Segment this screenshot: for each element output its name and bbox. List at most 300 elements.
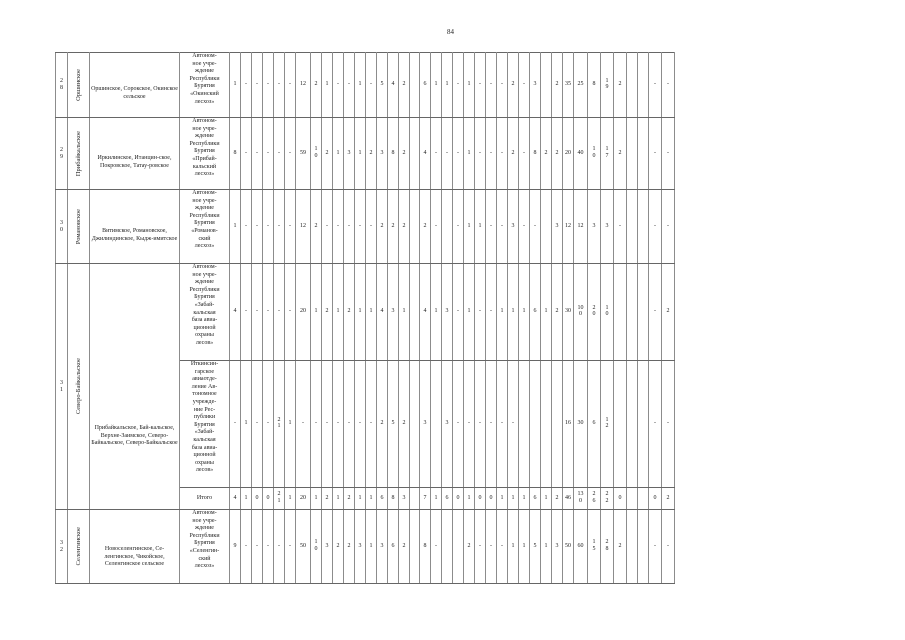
- value-cell: [530, 118, 541, 190]
- value-text: -: [654, 222, 656, 229]
- value-cell: [601, 488, 614, 510]
- value-cell: [333, 264, 344, 361]
- value-text: -: [267, 542, 269, 549]
- value-cell: [296, 118, 311, 190]
- value-cell: [355, 53, 366, 118]
- value-cell: [662, 53, 675, 118]
- value-cell: [285, 361, 296, 488]
- value-cell: [355, 264, 366, 361]
- value-text: 6: [533, 308, 537, 315]
- value-text: -: [302, 420, 304, 427]
- value-text: 1 7: [605, 146, 609, 159]
- value-text: 2: [666, 494, 670, 501]
- value-text: 8: [423, 542, 427, 549]
- value-text: 1: [358, 494, 362, 501]
- value-cell: [230, 264, 241, 361]
- value-cell: [252, 488, 263, 510]
- value-text: 1 0: [592, 146, 596, 159]
- value-text: 10 0: [577, 304, 584, 318]
- value-text: 3: [358, 542, 362, 549]
- value-text: 12: [565, 222, 571, 229]
- value-text: 6: [380, 494, 384, 501]
- value-cell: [333, 488, 344, 510]
- value-text: 2: [402, 81, 406, 88]
- value-text: -: [501, 81, 503, 88]
- value-text: 2: [402, 222, 406, 229]
- value-cell: [366, 53, 377, 118]
- value-cell: [285, 53, 296, 118]
- page-number: 84: [447, 28, 454, 36]
- value-cell: [388, 53, 399, 118]
- value-text: 1: [511, 542, 515, 549]
- value-cell: [344, 488, 355, 510]
- value-text: -: [523, 149, 525, 156]
- value-text: -: [278, 81, 280, 88]
- value-cell: [662, 510, 675, 584]
- value-text: 2: [555, 149, 559, 156]
- value-cell: [420, 264, 431, 361]
- value-text: 8: [233, 149, 237, 156]
- forestry-name: Прибайкальское: [74, 130, 82, 177]
- value-cell: [486, 488, 497, 510]
- value-text: 6: [592, 420, 596, 427]
- value-text: 30: [565, 308, 571, 315]
- value-cell: [388, 118, 399, 190]
- value-cell: [399, 361, 410, 488]
- value-text: 1: [369, 494, 373, 501]
- value-cell: [530, 264, 541, 361]
- value-text: 7: [423, 494, 427, 501]
- value-cell: [344, 361, 355, 488]
- value-cell: [497, 190, 508, 264]
- value-text: -: [457, 308, 459, 315]
- value-text: 1: [478, 222, 482, 229]
- value-text: -: [479, 420, 481, 427]
- value-cell: [541, 264, 552, 361]
- value-cell: [649, 488, 662, 510]
- value-cell: [486, 190, 497, 264]
- value-cell: [464, 488, 475, 510]
- value-cell: [442, 361, 453, 488]
- value-text: -: [267, 81, 269, 88]
- value-cell: [322, 53, 333, 118]
- value-cell: [366, 510, 377, 584]
- value-cell: [530, 53, 541, 118]
- value-text: -: [490, 420, 492, 427]
- forestry-name: Северо-Байкальское: [74, 358, 82, 415]
- value-cell: [355, 118, 366, 190]
- organization-cell: Автоном- ное учре- ждение Республики Бурятия «Прибай- кальский лесхоз»: [180, 118, 230, 190]
- value-cell: [241, 361, 252, 488]
- value-text: -: [315, 420, 317, 427]
- value-cell: [296, 510, 311, 584]
- row-number-cell: 2 8: [56, 53, 68, 118]
- value-cell: [442, 264, 453, 361]
- value-text: 1: [358, 81, 362, 88]
- value-text: -: [468, 420, 470, 427]
- value-text: -: [667, 149, 669, 156]
- total-label: Итого: [180, 488, 230, 510]
- value-text: 1: [369, 542, 373, 549]
- value-text: 6: [445, 494, 449, 501]
- value-text: -: [326, 222, 328, 229]
- value-text: 1: [314, 494, 318, 501]
- value-text: 1: [288, 494, 292, 501]
- value-text: 2: [391, 222, 395, 229]
- value-text: 3: [533, 81, 537, 88]
- value-cell: [252, 190, 263, 264]
- value-cell: [552, 510, 563, 584]
- value-cell: [420, 53, 431, 118]
- value-cell: [614, 53, 627, 118]
- table-row: [56, 510, 675, 584]
- value-cell: [333, 190, 344, 264]
- value-cell: [638, 264, 649, 361]
- value-text: 3: [380, 149, 384, 156]
- value-text: -: [523, 222, 525, 229]
- value-text: -: [667, 420, 669, 427]
- forestry-cell: [68, 190, 90, 264]
- value-cell: [285, 190, 296, 264]
- value-cell: [377, 53, 388, 118]
- value-cell: [442, 190, 453, 264]
- value-text: -: [501, 542, 503, 549]
- value-cell: [431, 510, 442, 584]
- value-cell: [420, 361, 431, 488]
- value-cell: [662, 190, 675, 264]
- value-text: -: [490, 542, 492, 549]
- value-cell: [263, 488, 274, 510]
- value-text: -: [267, 149, 269, 156]
- value-cell: [453, 361, 464, 488]
- value-cell: [296, 488, 311, 510]
- value-text: -: [534, 222, 536, 229]
- value-cell: [431, 118, 442, 190]
- value-cell: [333, 361, 344, 488]
- forestry-cell: [68, 264, 90, 510]
- value-cell: [649, 361, 662, 488]
- value-cell: [508, 118, 519, 190]
- value-text: 1: [467, 222, 471, 229]
- value-text: -: [289, 542, 291, 549]
- value-text: 1: [445, 81, 449, 88]
- value-text: 3: [402, 494, 406, 501]
- value-text: 1: [544, 494, 548, 501]
- value-text: 8: [391, 149, 395, 156]
- value-text: 2 0: [592, 304, 596, 318]
- value-cell: [530, 361, 541, 488]
- value-text: 1: [336, 308, 340, 315]
- value-text: 5: [391, 420, 395, 427]
- value-text: -: [289, 149, 291, 156]
- value-cell: [431, 488, 442, 510]
- value-text: 2: [347, 308, 351, 315]
- value-cell: [638, 361, 649, 488]
- value-text: 4: [380, 308, 384, 315]
- value-text: 2: [402, 149, 406, 156]
- value-text: -: [245, 308, 247, 315]
- value-cell: [464, 510, 475, 584]
- value-text: 4: [391, 81, 395, 88]
- value-cell: [311, 264, 322, 361]
- value-text: 1: [233, 81, 237, 88]
- value-text: -: [278, 308, 280, 315]
- value-text: 3: [555, 542, 559, 549]
- value-text: -: [348, 420, 350, 427]
- value-text: 2: [511, 149, 515, 156]
- value-text: -: [245, 542, 247, 549]
- value-text: 1 2: [605, 416, 609, 430]
- value-cell: [322, 361, 333, 488]
- value-text: 2: [325, 308, 329, 315]
- value-cell: [285, 488, 296, 510]
- value-cell: [563, 488, 574, 510]
- forestry-name: Селенгинское: [74, 527, 82, 566]
- value-text: 12: [300, 222, 306, 229]
- value-cell: [519, 510, 530, 584]
- value-text: -: [370, 81, 372, 88]
- value-text: 1: [467, 308, 471, 315]
- districts-cell: [90, 190, 180, 264]
- value-cell: [410, 361, 420, 488]
- value-cell: [497, 361, 508, 488]
- value-cell: [296, 190, 311, 264]
- value-cell: [431, 190, 442, 264]
- value-cell: [662, 361, 675, 488]
- value-text: 0: [478, 494, 482, 501]
- value-text: -: [619, 222, 621, 229]
- value-text: 12: [300, 81, 306, 88]
- value-text: 8: [533, 149, 537, 156]
- value-cell: [410, 118, 420, 190]
- value-cell: [601, 190, 614, 264]
- value-text: 2: [467, 542, 471, 549]
- value-cell: [230, 510, 241, 584]
- value-cell: [475, 118, 486, 190]
- value-cell: [627, 118, 638, 190]
- value-cell: [241, 118, 252, 190]
- value-cell: [614, 264, 627, 361]
- value-text: 1 0: [605, 304, 609, 318]
- row-number-cell: 3 0: [56, 190, 68, 264]
- value-cell: [355, 488, 366, 510]
- value-text: -: [523, 81, 525, 88]
- value-cell: [486, 361, 497, 488]
- value-cell: [420, 190, 431, 264]
- value-cell: [377, 264, 388, 361]
- value-text: 2: [380, 222, 384, 229]
- value-text: -: [245, 149, 247, 156]
- value-text: 9: [233, 542, 237, 549]
- value-cell: [420, 488, 431, 510]
- value-text: -: [370, 420, 372, 427]
- organization-cell: Автоном- ное учре- ждение Республики Бурятия «Романов- ский лесхоз»: [180, 190, 230, 264]
- value-cell: [541, 488, 552, 510]
- value-cell: [263, 264, 274, 361]
- value-text: -: [479, 149, 481, 156]
- value-text: 4: [233, 494, 237, 501]
- value-cell: [285, 510, 296, 584]
- value-text: 2: [555, 81, 559, 88]
- value-text: -: [501, 222, 503, 229]
- value-cell: [311, 510, 322, 584]
- value-text: -: [667, 222, 669, 229]
- value-cell: [252, 118, 263, 190]
- forestry-table: [55, 52, 675, 584]
- value-text: -: [435, 542, 437, 549]
- value-cell: [563, 190, 574, 264]
- value-text: 8: [592, 81, 596, 88]
- value-cell: [552, 190, 563, 264]
- value-text: 1: [325, 81, 329, 88]
- value-cell: [388, 510, 399, 584]
- value-text: 16: [565, 420, 571, 427]
- value-text: 2 8: [605, 539, 609, 552]
- value-text: 2: [325, 494, 329, 501]
- districts-text: Прибайкальское, Бай-кальское, Верхне-Заимское, Северо-Байкальское, Северо-Байкальское: [91, 425, 178, 447]
- value-text: -: [278, 222, 280, 229]
- value-cell: [574, 118, 588, 190]
- value-cell: [638, 190, 649, 264]
- value-cell: [453, 488, 464, 510]
- value-cell: [399, 488, 410, 510]
- value-cell: [344, 53, 355, 118]
- value-cell: [442, 488, 453, 510]
- value-cell: [453, 190, 464, 264]
- value-cell: [519, 488, 530, 510]
- districts-cell: [90, 118, 180, 190]
- value-cell: [552, 361, 563, 488]
- value-cell: [252, 510, 263, 584]
- forestry-cell: [68, 118, 90, 190]
- value-text: 6: [423, 81, 427, 88]
- value-text: -: [289, 308, 291, 315]
- value-text: 1: [369, 308, 373, 315]
- value-cell: [311, 118, 322, 190]
- value-text: -: [337, 420, 339, 427]
- value-cell: [497, 510, 508, 584]
- value-cell: [541, 53, 552, 118]
- value-cell: [614, 510, 627, 584]
- value-cell: [230, 53, 241, 118]
- value-cell: [662, 118, 675, 190]
- value-cell: [322, 190, 333, 264]
- value-text: -: [234, 420, 236, 427]
- value-cell: [410, 510, 420, 584]
- value-text: 60: [577, 542, 584, 549]
- value-text: -: [256, 81, 258, 88]
- value-cell: [588, 53, 601, 118]
- value-cell: [649, 510, 662, 584]
- value-cell: [377, 488, 388, 510]
- value-cell: [322, 264, 333, 361]
- value-text: 0: [653, 494, 657, 501]
- value-text: 1: [434, 81, 438, 88]
- value-cell: [252, 53, 263, 118]
- value-cell: [464, 118, 475, 190]
- districts-text: Витимское, Романовское, Джилиндинское, Кыдж-имитское: [91, 227, 178, 242]
- value-text: 46: [565, 494, 571, 501]
- value-text: 1: [288, 420, 292, 427]
- value-cell: [344, 510, 355, 584]
- value-cell: [601, 361, 614, 488]
- value-cell: [627, 53, 638, 118]
- value-text: 30: [577, 420, 584, 427]
- value-text: -: [256, 149, 258, 156]
- value-text: 0: [255, 494, 259, 501]
- value-text: -: [479, 81, 481, 88]
- value-text: 2: [544, 149, 548, 156]
- value-text: -: [256, 308, 258, 315]
- value-text: 50: [565, 542, 571, 549]
- value-cell: [601, 264, 614, 361]
- value-text: 0: [456, 494, 460, 501]
- value-text: 4: [423, 308, 427, 315]
- value-cell: [563, 53, 574, 118]
- value-text: 1: [358, 149, 362, 156]
- value-cell: [588, 510, 601, 584]
- districts-cell: [90, 510, 180, 584]
- value-cell: [311, 488, 322, 510]
- value-cell: [263, 190, 274, 264]
- value-text: 3: [592, 222, 596, 229]
- value-text: 12: [577, 222, 584, 229]
- table-row: [56, 264, 675, 361]
- value-cell: [285, 264, 296, 361]
- value-text: 1: [522, 542, 526, 549]
- value-cell: [574, 53, 588, 118]
- value-cell: [627, 190, 638, 264]
- value-cell: [574, 190, 588, 264]
- value-text: -: [490, 81, 492, 88]
- value-cell: [552, 264, 563, 361]
- value-text: 1: [522, 494, 526, 501]
- value-text: 1: [336, 494, 340, 501]
- value-cell: [508, 510, 519, 584]
- value-text: 59: [300, 149, 306, 156]
- value-cell: [296, 53, 311, 118]
- value-text: 0: [489, 494, 493, 501]
- value-cell: [541, 190, 552, 264]
- value-cell: [475, 53, 486, 118]
- value-cell: [296, 361, 311, 488]
- value-cell: [588, 488, 601, 510]
- value-text: 1: [544, 542, 548, 549]
- value-text: 20: [300, 308, 306, 315]
- value-cell: [588, 190, 601, 264]
- value-text: 2: [618, 149, 622, 156]
- value-cell: [464, 53, 475, 118]
- value-cell: [355, 190, 366, 264]
- value-cell: [627, 264, 638, 361]
- value-text: -: [512, 420, 514, 427]
- value-text: 3: [555, 222, 559, 229]
- value-cell: [322, 510, 333, 584]
- value-text: 2: [347, 494, 351, 501]
- value-text: -: [490, 308, 492, 315]
- value-text: 1 9: [605, 77, 609, 91]
- value-cell: [508, 264, 519, 361]
- value-text: 1: [522, 308, 526, 315]
- value-text: 2: [618, 542, 622, 549]
- value-text: 1 0: [314, 146, 318, 159]
- value-cell: [322, 488, 333, 510]
- value-cell: [388, 264, 399, 361]
- value-cell: [649, 264, 662, 361]
- value-cell: [274, 488, 285, 510]
- value-cell: [497, 488, 508, 510]
- value-cell: [530, 510, 541, 584]
